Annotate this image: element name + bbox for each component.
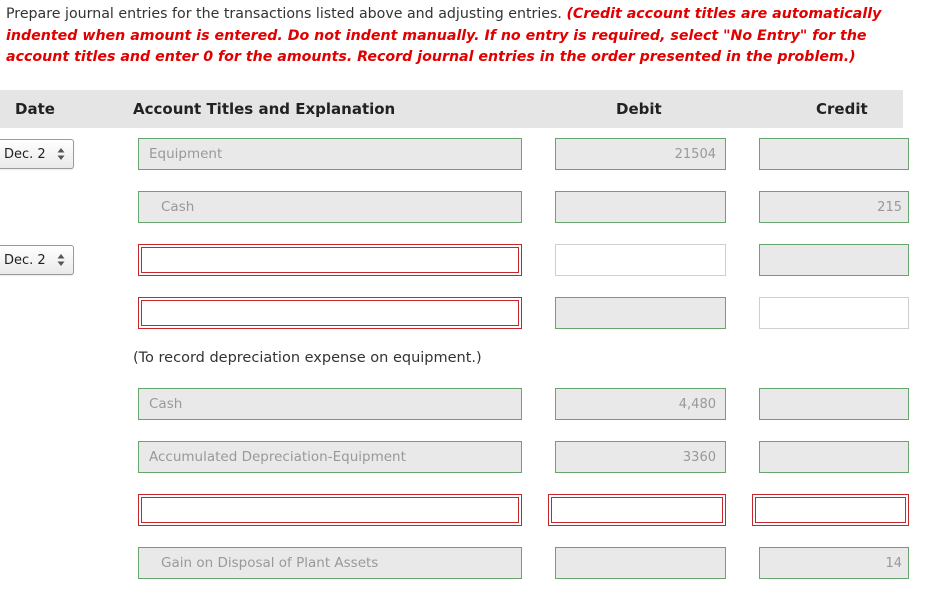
debit-field-value: 21504 xyxy=(674,147,716,162)
credit-field[interactable] xyxy=(759,191,909,223)
header-credit: Credit xyxy=(816,100,868,118)
date-select-value: Dec. 2 xyxy=(4,147,46,162)
header-account: Account Titles and Explanation xyxy=(133,100,396,118)
debit-field[interactable] xyxy=(555,547,726,579)
credit-field-inner xyxy=(755,497,906,523)
debit-field[interactable] xyxy=(555,297,726,329)
entry-explanation: (To record depreciation expense on equipment.) xyxy=(133,350,482,366)
header-debit: Debit xyxy=(616,100,662,118)
header-date: Date xyxy=(15,100,55,118)
credit-field[interactable] xyxy=(759,547,909,579)
account-field-value: Cash xyxy=(149,396,183,412)
select-arrows-icon xyxy=(57,253,65,267)
date-select-2[interactable] xyxy=(0,245,74,275)
account-field[interactable] xyxy=(138,191,522,223)
select-arrows-icon xyxy=(57,147,65,161)
debit-field-value: 4,480 xyxy=(678,397,716,412)
account-field-inner xyxy=(141,497,519,523)
credit-field[interactable] xyxy=(759,441,909,473)
account-field-value: Accumulated Depreciation-Equipment xyxy=(149,449,406,465)
account-field[interactable] xyxy=(138,388,522,420)
account-field-value: Cash xyxy=(161,199,195,215)
instructions-warning: (Credit account titles are automatically indented when amount is entered. Do not indent manually. If no entry is required, select "No Entry" for the account titles and enter 0 for the amounts. Record journal entries in the order presented in the problem.) xyxy=(6,6,882,65)
debit-field[interactable] xyxy=(555,244,726,276)
account-field-value: Equipment xyxy=(149,146,223,162)
debit-field[interactable] xyxy=(555,388,726,420)
credit-field-error[interactable] xyxy=(752,494,909,526)
debit-field[interactable] xyxy=(555,441,726,473)
instructions-text: Prepare journal entries for the transactions listed above and adjusting entries. xyxy=(6,6,562,22)
account-field-inner xyxy=(141,247,519,273)
account-field-error[interactable] xyxy=(138,244,522,276)
credit-field[interactable] xyxy=(759,138,909,170)
debit-field-inner xyxy=(551,497,723,523)
table-header xyxy=(0,90,903,128)
debit-field-error[interactable] xyxy=(548,494,726,526)
credit-field[interactable] xyxy=(759,244,909,276)
account-field[interactable] xyxy=(138,441,522,473)
account-field[interactable] xyxy=(138,547,522,579)
date-select-1[interactable] xyxy=(0,139,74,169)
account-field-error[interactable] xyxy=(138,494,522,526)
credit-field-value: 14 xyxy=(885,556,902,571)
debit-field[interactable] xyxy=(555,191,726,223)
credit-field[interactable] xyxy=(759,388,909,420)
account-field-error[interactable] xyxy=(138,297,522,329)
instructions xyxy=(6,4,911,69)
account-field-inner xyxy=(141,300,519,326)
account-field-value: Gain on Disposal of Plant Assets xyxy=(161,555,379,571)
date-select-value: Dec. 2 xyxy=(4,253,46,268)
credit-field-value: 215 xyxy=(877,200,902,215)
debit-field-value: 3360 xyxy=(682,450,716,465)
credit-field[interactable] xyxy=(759,297,909,329)
account-field[interactable] xyxy=(138,138,522,170)
debit-field[interactable] xyxy=(555,138,726,170)
